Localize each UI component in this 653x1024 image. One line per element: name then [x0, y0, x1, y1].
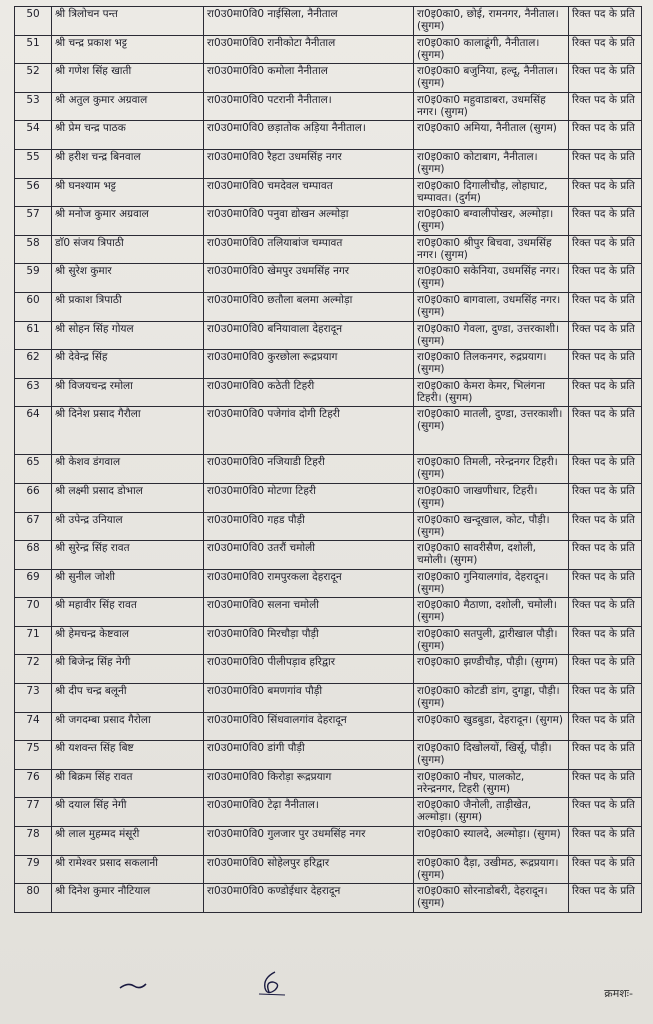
remark-cell: रिक्त पद के प्रति — [569, 512, 642, 541]
new-school-cell: रा0इ0का0 बागवाला, उधमसिंह नगर। (सुगम) — [414, 292, 569, 321]
table-row — [15, 455, 642, 484]
teacher-name-cell: श्री बिजेन्द्र सिंह नेगी — [52, 655, 204, 684]
current-school-cell: रा0उ0मा0वि0 बमणगांव पौड़ी — [204, 684, 414, 713]
new-school-cell: रा0इ0का0 जैनोली, ताड़ीखेत, अल्मोड़ा। (सुगम) — [414, 798, 569, 827]
teacher-name-cell: श्री प्रकाश त्रिपाठी — [52, 292, 204, 321]
table-body — [15, 7, 642, 913]
teacher-name-cell: श्री रामेश्वर प्रसाद सकलानी — [52, 855, 204, 884]
remark-cell: रिक्त पद के प्रति — [569, 92, 642, 121]
serial-number-cell: 53 — [15, 92, 52, 121]
current-school-cell: रा0उ0मा0वि0 रैहटा उधमसिंह नगर — [204, 149, 414, 178]
teacher-name-cell: श्री महावीर सिंह रावत — [52, 598, 204, 627]
remark-cell: रिक्त पद के प्रति — [569, 541, 642, 570]
new-school-cell: रा0इ0का0 बजुनिया, हल्दू, नैनीताल। (सुगम) — [414, 64, 569, 93]
table-row — [15, 149, 642, 178]
teacher-name-cell: श्री दीप चन्द्र बलूनी — [52, 684, 204, 713]
teacher-name-cell: श्री सुरेश कुमार — [52, 264, 204, 293]
teacher-name-cell: श्री मनोज कुमार अग्रवाल — [52, 207, 204, 236]
teacher-name-cell: श्री त्रिलोचन पन्त — [52, 7, 204, 36]
current-school-cell: रा0उ0मा0वि0 छतौला बलमा अल्मोड़ा — [204, 292, 414, 321]
transfer-list-table — [14, 6, 642, 913]
current-school-cell: रा0उ0मा0वि0 चमदेवल चम्पावत — [204, 178, 414, 207]
teacher-name-cell: श्री सुरेन्द्र सिंह रावत — [52, 541, 204, 570]
remark-cell: रिक्त पद के प्रति — [569, 35, 642, 64]
teacher-name-cell: श्री हेमचन्द्र केष्टवाल — [52, 626, 204, 655]
table-row — [15, 655, 642, 684]
teacher-name-cell: श्री चन्द्र प्रकाश भट्ट — [52, 35, 204, 64]
new-school-cell: रा0इ0का0, छोई, रामनगर, नैनीताल। (सुगम) — [414, 7, 569, 36]
current-school-cell: रा0उ0मा0वि0 पटरानी नैनीताल। — [204, 92, 414, 121]
remark-cell: रिक्त पद के प्रति — [569, 827, 642, 856]
teacher-name-cell: श्री यशवन्त सिंह बिष्ट — [52, 741, 204, 770]
serial-number-cell: 60 — [15, 292, 52, 321]
table-row — [15, 483, 642, 512]
current-school-cell: रा0उ0मा0वि0 बनियावाला देहरादून — [204, 321, 414, 350]
page-footer — [0, 968, 653, 1024]
serial-number-cell: 58 — [15, 235, 52, 264]
serial-number-cell: 73 — [15, 684, 52, 713]
teacher-name-cell: श्री केशव डंगवाल — [52, 455, 204, 484]
remark-cell: रिक्त पद के प्रति — [569, 178, 642, 207]
remark-cell: रिक्त पद के प्रति — [569, 483, 642, 512]
serial-number-cell: 63 — [15, 378, 52, 407]
current-school-cell: रा0उ0मा0वि0 रामपुरकला देहरादून — [204, 569, 414, 598]
new-school-cell: रा0इ0का0 झण्डीचौड़, पौड़ी। (सुगम) — [414, 655, 569, 684]
serial-number-cell: 56 — [15, 178, 52, 207]
table-row — [15, 855, 642, 884]
new-school-cell: रा0इ0का0 गुनियालगांव, देहरादून। (सुगम) — [414, 569, 569, 598]
current-school-cell: रा0उ0मा0वि0 रानीकोटा नैनीताल — [204, 35, 414, 64]
teacher-name-cell: श्री दयाल सिंह नेगी — [52, 798, 204, 827]
table-row — [15, 378, 642, 407]
current-school-cell: रा0उ0मा0वि0 सोहेलपुर हरिद्वार — [204, 855, 414, 884]
new-school-cell: रा0इ0का0 श्रीपुर बिचवा, उधमसिंह नगर। (सुगम) — [414, 235, 569, 264]
new-school-cell: रा0इ0का0 दिखोलयों, खिर्सू, पौड़ी। (सुगम) — [414, 741, 569, 770]
teacher-name-cell: श्री विजयचन्द्र रमोला — [52, 378, 204, 407]
current-school-cell: रा0उ0मा0वि0 गुलजार पुर उधमसिंह नगर — [204, 827, 414, 856]
remark-cell: रिक्त पद के प्रति — [569, 264, 642, 293]
serial-number-cell: 70 — [15, 598, 52, 627]
current-school-cell: रा0उ0मा0वि0 खेमपुर उधमसिंह नगर — [204, 264, 414, 293]
serial-number-cell: 80 — [15, 884, 52, 913]
teacher-name-cell: श्री प्रेम चन्द्र पाठक — [52, 121, 204, 150]
new-school-cell: रा0इ0का0 सोरनाडोबरी, देहरादून। (सुगम) — [414, 884, 569, 913]
serial-number-cell: 52 — [15, 64, 52, 93]
serial-number-cell: 66 — [15, 483, 52, 512]
new-school-cell: रा0इ0का0 मैठाणा, दशोली, चमोली। (सुगम) — [414, 598, 569, 627]
teacher-name-cell: श्री घनश्याम भट्ट — [52, 178, 204, 207]
current-school-cell: रा0उ0मा0वि0 कमोला नैनीताल — [204, 64, 414, 93]
remark-cell: रिक्त पद के प्रति — [569, 769, 642, 798]
table-row — [15, 64, 642, 93]
serial-number-cell: 57 — [15, 207, 52, 236]
teacher-name-cell: श्री उपेन्द्र उनियाल — [52, 512, 204, 541]
teacher-name-cell: श्री दिनेश प्रसाद गैरौला — [52, 407, 204, 455]
new-school-cell: रा0इ0का0 केमरा केमर, भिलंगना टिहरी। (सुगम) — [414, 378, 569, 407]
serial-number-cell: 69 — [15, 569, 52, 598]
serial-number-cell: 64 — [15, 407, 52, 455]
serial-number-cell: 79 — [15, 855, 52, 884]
new-school-cell: रा0इ0का0 महुवाडाबरा, उधमसिंह नगर। (सुगम) — [414, 92, 569, 121]
teacher-name-cell: श्री लक्ष्मी प्रसाद डोभाल — [52, 483, 204, 512]
serial-number-cell: 65 — [15, 455, 52, 484]
new-school-cell: रा0इ0का0 सकेनिया, उधमसिंह नगर। (सुगम) — [414, 264, 569, 293]
teacher-name-cell: श्री बिक्रम सिंह रावत — [52, 769, 204, 798]
new-school-cell: रा0इ0का0 अमिया, नैनीताल (सुगम) — [414, 121, 569, 150]
current-school-cell: रा0उ0मा0वि0 उतरौं चमोली — [204, 541, 414, 570]
current-school-cell: रा0उ0मा0वि0 मोटणा टिहरी — [204, 483, 414, 512]
current-school-cell: रा0उ0मा0वि0 पनुवा द्योखन अल्मोड़ा — [204, 207, 414, 236]
remark-cell: रिक्त पद के प्रति — [569, 741, 642, 770]
table-row — [15, 712, 642, 741]
table-row — [15, 92, 642, 121]
table-row — [15, 235, 642, 264]
serial-number-cell: 74 — [15, 712, 52, 741]
new-school-cell: रा0इ0का0 कोटडी डांग, दुगड्डा, पौड़ी। (सुगम) — [414, 684, 569, 713]
new-school-cell: रा0इ0का0 बग्वालीपोखर, अल्मोड़ा। (सुगम) — [414, 207, 569, 236]
teacher-name-cell: श्री दिनेश कुमार नौटियाल — [52, 884, 204, 913]
teacher-name-cell: श्री जगदम्बा प्रसाद गैरोला — [52, 712, 204, 741]
new-school-cell: रा0इ0का0 तिलकनगर, रुद्रप्रयाग। (सुगम) — [414, 350, 569, 379]
table-row — [15, 741, 642, 770]
current-school-cell: रा0उ0मा0वि0 कठेती टिहरी — [204, 378, 414, 407]
serial-number-cell: 54 — [15, 121, 52, 150]
table-row — [15, 884, 642, 913]
serial-number-cell: 77 — [15, 798, 52, 827]
new-school-cell: रा0इ0का0 दैड़ा, उखीमठ, रूद्रप्रयाग। (सुगम) — [414, 855, 569, 884]
table-row — [15, 121, 642, 150]
table-row — [15, 827, 642, 856]
current-school-cell: रा0उ0मा0वि0 पजेगांव दोगी टिहरी — [204, 407, 414, 455]
current-school-cell: रा0उ0मा0वि0 डांगी पौड़ी — [204, 741, 414, 770]
remark-cell: रिक्त पद के प्रति — [569, 407, 642, 455]
remark-cell: रिक्त पद के प्रति — [569, 235, 642, 264]
remark-cell: रिक्त पद के प्रति — [569, 569, 642, 598]
current-school-cell: रा0उ0मा0वि0 मिरचौड़ा पौड़ी — [204, 626, 414, 655]
teacher-name-cell: श्री लाल मुहम्मद मंसूरी — [52, 827, 204, 856]
serial-number-cell: 78 — [15, 827, 52, 856]
serial-number-cell: 61 — [15, 321, 52, 350]
current-school-cell: रा0उ0मा0वि0 कुरछोला रूद्रप्रयाग — [204, 350, 414, 379]
teacher-name-cell: श्री देवेन्द्र सिंह — [52, 350, 204, 379]
table-row — [15, 407, 642, 455]
serial-number-cell: 75 — [15, 741, 52, 770]
new-school-cell: रा0इ0का0 कोटाबाग, नैनीताल। (सुगम) — [414, 149, 569, 178]
table-row — [15, 264, 642, 293]
current-school-cell: रा0उ0मा0वि0 पीलीपड़ाव हरिद्वार — [204, 655, 414, 684]
table-row — [15, 541, 642, 570]
remark-cell: रिक्त पद के प्रति — [569, 712, 642, 741]
teacher-name-cell: श्री सोहन सिंह गोयल — [52, 321, 204, 350]
new-school-cell: रा0इ0का0 खुडबुडा, देहरादून। (सुगम) — [414, 712, 569, 741]
serial-number-cell: 59 — [15, 264, 52, 293]
serial-number-cell: 67 — [15, 512, 52, 541]
teacher-name-cell: श्री हरीश चन्द्र बिनवाल — [52, 149, 204, 178]
new-school-cell: रा0इ0का0 स्यालदे, अल्मोड़ा। (सुगम) — [414, 827, 569, 856]
continued-label: क्रमशः- — [604, 987, 633, 1000]
serial-number-cell: 62 — [15, 350, 52, 379]
current-school-cell: रा0उ0मा0वि0 किरोड़ा रूद्रप्रयाग — [204, 769, 414, 798]
table-row — [15, 626, 642, 655]
serial-number-cell: 72 — [15, 655, 52, 684]
remark-cell: रिक्त पद के प्रति — [569, 350, 642, 379]
remark-cell: रिक्त पद के प्रति — [569, 884, 642, 913]
remark-cell: रिक्त पद के प्रति — [569, 321, 642, 350]
remark-cell: रिक्त पद के प्रति — [569, 292, 642, 321]
remark-cell: रिक्त पद के प्रति — [569, 207, 642, 236]
remark-cell: रिक्त पद के प्रति — [569, 149, 642, 178]
current-school-cell: रा0उ0मा0वि0 नाईसिला, नैनीताल — [204, 7, 414, 36]
serial-number-cell: 50 — [15, 7, 52, 36]
table-row — [15, 207, 642, 236]
serial-number-cell: 76 — [15, 769, 52, 798]
remark-cell: रिक्त पद के प्रति — [569, 455, 642, 484]
table-row — [15, 598, 642, 627]
table-row — [15, 512, 642, 541]
table-row — [15, 684, 642, 713]
remark-cell: रिक्त पद के प्रति — [569, 378, 642, 407]
new-school-cell: रा0इ0का0 तिमली, नरेन्द्रनगर टिहरी। (सुगम) — [414, 455, 569, 484]
new-school-cell: रा0इ0का0 सतपुली, द्वारीखाल पौड़ी। (सुगम) — [414, 626, 569, 655]
current-school-cell: रा0उ0मा0वि0 छड़ातोक अड़िया नैनीताल। — [204, 121, 414, 150]
remark-cell: रिक्त पद के प्रति — [569, 7, 642, 36]
teacher-name-cell: श्री गणेश सिंह खाती — [52, 64, 204, 93]
serial-number-cell: 55 — [15, 149, 52, 178]
table-row — [15, 35, 642, 64]
new-school-cell: रा0इ0का0 गेवला, दुण्डा, उत्तरकाशी। (सुगम) — [414, 321, 569, 350]
table-row — [15, 321, 642, 350]
remark-cell: रिक्त पद के प्रति — [569, 626, 642, 655]
teacher-name-cell: श्री सुनील जोशी — [52, 569, 204, 598]
serial-number-cell: 71 — [15, 626, 52, 655]
new-school-cell: रा0इ0का0 सावरीसैण, दशोली, चमोली। (सुगम) — [414, 541, 569, 570]
serial-number-cell: 68 — [15, 541, 52, 570]
current-school-cell: रा0उ0मा0वि0 नजियाडी टिहरी — [204, 455, 414, 484]
current-school-cell: रा0उ0मा0वि0 कण्डोईधार देहरादून — [204, 884, 414, 913]
pen-tick-mark — [118, 978, 148, 992]
new-school-cell: रा0इ0का0 मातली, दुण्डा, उत्तरकाशी। (सुगम) — [414, 407, 569, 455]
table-row — [15, 569, 642, 598]
table-row — [15, 769, 642, 798]
remark-cell: रिक्त पद के प्रति — [569, 684, 642, 713]
remark-cell: रिक्त पद के प्रति — [569, 655, 642, 684]
table-row — [15, 350, 642, 379]
remark-cell: रिक्त पद के प्रति — [569, 798, 642, 827]
remark-cell: रिक्त पद के प्रति — [569, 598, 642, 627]
teacher-name-cell: श्री अतुल कुमार अग्रवाल — [52, 92, 204, 121]
current-school-cell: रा0उ0मा0वि0 सिंधवालगांव देहरादून — [204, 712, 414, 741]
new-school-cell: रा0इ0का0 जाखणीधार, टिहरी। (सुगम) — [414, 483, 569, 512]
new-school-cell: रा0इ0का0 नौघर, पालकोट, नरेन्द्रनगर, टिहरी (सुगम) — [414, 769, 569, 798]
current-school-cell: रा0उ0मा0वि0 तलियाबांज चम्पावत — [204, 235, 414, 264]
table-row — [15, 292, 642, 321]
current-school-cell: रा0उ0मा0वि0 गहड पौड़ी — [204, 512, 414, 541]
current-school-cell: रा0उ0मा0वि0 टेढ़ा नैनीताल। — [204, 798, 414, 827]
remark-cell: रिक्त पद के प्रति — [569, 64, 642, 93]
new-school-cell: रा0इ0का0 कालाढूंगी, नैनीताल। (सुगम) — [414, 35, 569, 64]
table-row — [15, 178, 642, 207]
table-row — [15, 798, 642, 827]
table-row — [15, 7, 642, 36]
teacher-name-cell: डाॅ0 संजय त्रिपाठी — [52, 235, 204, 264]
new-school-cell: रा0इ0का0 खन्दूखाल, कोट, पौड़ी। (सुगम) — [414, 512, 569, 541]
remark-cell: रिक्त पद के प्रति — [569, 855, 642, 884]
current-school-cell: रा0उ0मा0वि0 सलना चमोली — [204, 598, 414, 627]
remark-cell: रिक्त पद के प्रति — [569, 121, 642, 150]
serial-number-cell: 51 — [15, 35, 52, 64]
new-school-cell: रा0इ0का0 दिगालीचौड़, लोहाघाट, चम्पावत। (दुर्गम) — [414, 178, 569, 207]
signature-mark — [255, 968, 289, 998]
